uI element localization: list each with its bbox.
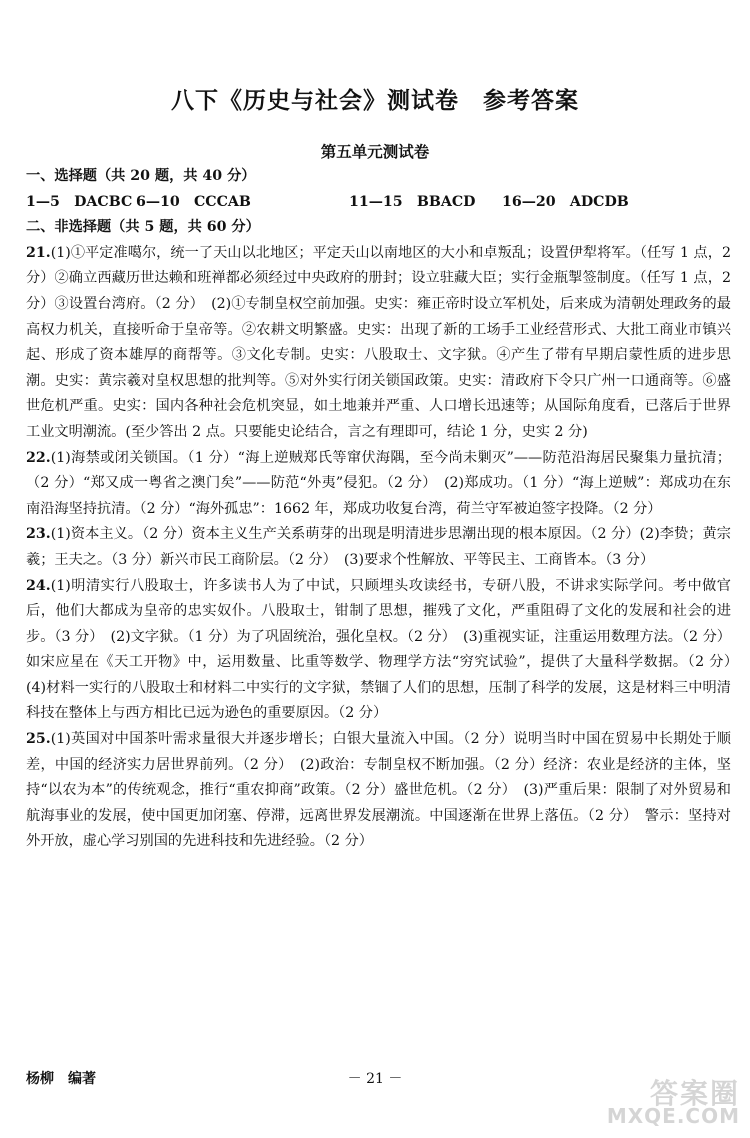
section-heading-choice: 一、选择题（共 20 题，共 40 分） xyxy=(26,168,256,184)
answer-content xyxy=(26,164,746,855)
page-number: － 21 － xyxy=(347,1071,403,1087)
answer-text: (1)资本主义。（2 分）资本主义生产关系萌芽的出现是明清进步思潮出现的根本原因。（2 分）(2)李贽；黄宗羲；王夫之。（3 分）新兴市民工商阶层。（2 分） (3)要求个性解放、平等民主、工商皆本。（3 分） xyxy=(26,526,731,568)
question-number: 22. xyxy=(26,449,51,466)
answer-text: (1)①平定准噶尔，统一了天山以北地区；平定天山以南地区的大小和卓叛乱；设置伊犁将军。（任写 1 点，2 分）②确立西藏历世达赖和班禅都必须经过中央政府的册封；设立驻藏大臣；实行金瓶掣签制度。（任写 1 点，2 分）③设置台湾府。（2 分） (2)①专制皇权空前加强。史实：雍正帝时设立军机处，后来成为清朝处理政务的最高权力机关，直接听命于皇帝等。②农耕文明繁盛。史实：出现了新的工场手工业经营形式、大批工商业市镇兴起、形成了资本雄厚的商帮等。③文化专制。史实：八股取士、文字狱。④产生了带有早期启蒙性质的进步思潮。史实：黄宗羲对皇权思想的批判等。⑤对外实行闭关锁国政策。史实：清政府下令只广州一口通商等。⑥盛世危机严重。史实：国内各种社会危机突显，如土地兼并严重、人口增长迅速等；从国际角度看，已落后于世界工业文明潮流。(至少答出 2 点。只要能史论结合，言之有理即可，结论 1 分，史实 2 分) xyxy=(26,244,731,440)
question-answer xyxy=(26,522,731,573)
watermark-url: MXQE.COM xyxy=(606,1104,740,1128)
choice-answer-group: 16—20 ADCDB xyxy=(502,193,629,210)
question-number: 23. xyxy=(26,526,51,543)
page-title: 八下《历史与社会》测试卷 参考答案 xyxy=(171,87,579,114)
section-heading-nonchoice: 二、非选择题（共 5 题，共 60 分） xyxy=(26,219,260,236)
question-answer xyxy=(26,446,731,523)
answer-text: (1)明清实行八股取士，许多读书人为了中试，只顾埋头攻读经书，专研八股，不讲求实际学问。考中做官后，他们大都成为皇帝的忠实奴仆。八股取士，钳制了思想，摧残了文化，严重阻碍了文化的发展和社会的进步。（3 分） (2)文字狱。（1 分）为了巩固统治，强化皇权。（2 分） (3)重视实证，注重运用数理方法。（2 分）如宋应星在《天工开物》中，运用数量、比重等数学、物理学方法“穷究试验”，提供了大量科学数据。（2 分） (4)材料一实行的八股取士和材料二中实行的文字狱，禁锢了人们的思想，压制了科学的发展，这是材料三中明清科技在整体上与西方相比已远为逊色的重要原因。（2 分） xyxy=(26,577,746,722)
answer-text: (1)英国对中国茶叶需求量很大并逐步增长；白银大量流入中国。（2 分）说明当时中国在贸易中长期处于顺差，中国的经济实力居世界前列。（2 分） (2)政治：专制皇权不断加强。（2 分）经济：农业是经济的主体，坚持“以农为本”的传统观念，推行“重农抑商”政策。（2 分）盛世危机。（2 分） (3)严重后果：限制了对外贸易和航海事业的发展，使中国更加闭塞、停滞，远离世界发展潮流。中国逐渐在世界上落伍。（2 分） 警示：坚持对外开放，虚心学习别国的先进科技和先进经验。（2 分） xyxy=(26,731,731,850)
question-number: 21. xyxy=(26,244,51,261)
question-answer xyxy=(26,241,731,446)
unit-title: 第五单元测试卷 xyxy=(320,142,430,161)
question-answer xyxy=(26,574,746,728)
question-number: 24. xyxy=(26,577,51,594)
choice-answers xyxy=(26,190,731,216)
watermark-logo xyxy=(594,1072,744,1132)
answer-text: (1)海禁或闭关锁国。（1 分）“海上逆贼郑氏等窜伏海隅，至今尚未剿灭”——防范沿海居民聚集力量抗清；（2 分）“郑又成一粤省之澳门矣”——防范“外夷”侵犯。（2 分） (2)郑成功。（1 分）“海上逆贼”：郑成功在东南沿海坚持抗清。（2 分）“海外孤忠”：1662 年，郑成功收复台湾，荷兰守军被迫签字投降。（2 分） xyxy=(26,449,731,517)
choice-answer-group: 6—10 CCCAB xyxy=(136,193,251,210)
watermark-text: 答案圈 xyxy=(649,1077,740,1110)
question-number: 25. xyxy=(26,731,51,748)
author-credit: 杨柳 编著 xyxy=(26,1071,96,1087)
question-answer xyxy=(26,727,731,855)
choice-answer-group: 1—5 DACBC xyxy=(26,193,133,210)
choice-answer-group: 11—15 BBACD xyxy=(349,193,476,210)
